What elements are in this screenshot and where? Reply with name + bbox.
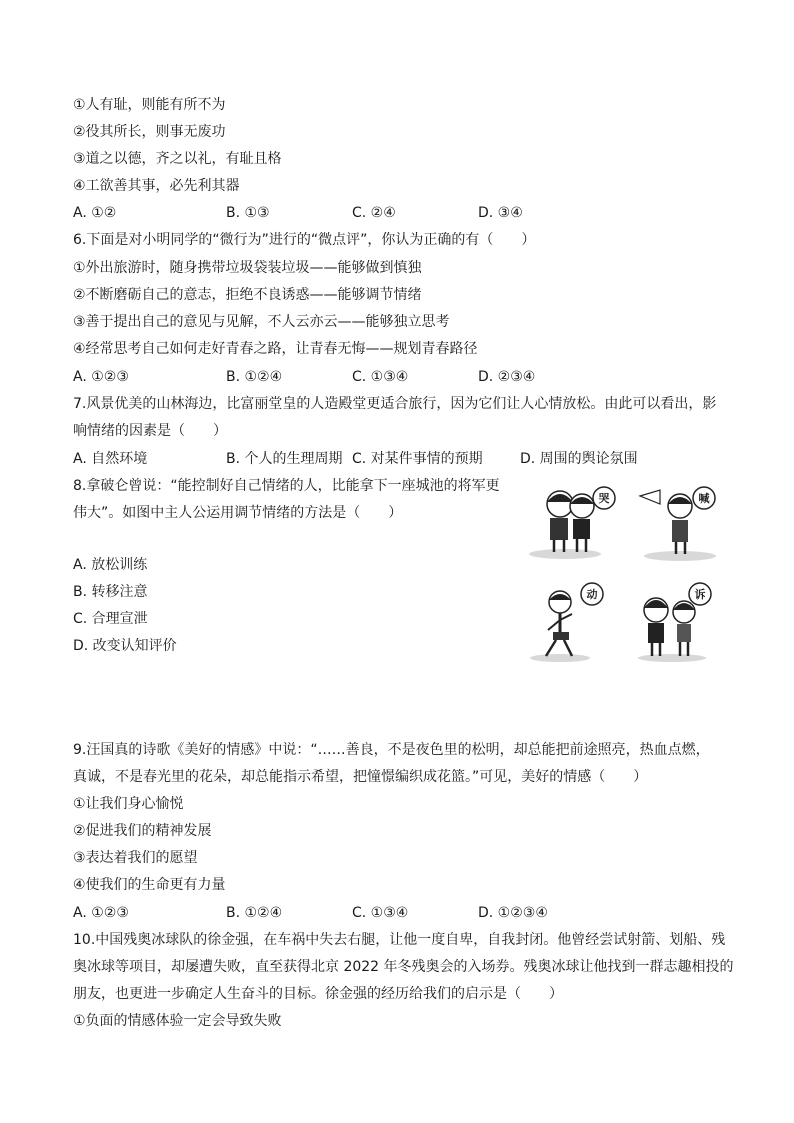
panel-crying — [529, 487, 615, 559]
q8-option-b[interactable]: B. 转移注意 — [73, 584, 148, 600]
q5-item-3: ③道之以德，齐之以礼，有耻且格 — [73, 151, 282, 167]
emotion-regulation-comic — [520, 482, 730, 666]
q7-stem-line-2: 响情绪的因素是（ ） — [73, 423, 227, 439]
q8-option-c[interactable]: C. 合理宣泄 — [73, 611, 148, 627]
q6-option-b[interactable]: B. ①②④ — [226, 369, 283, 385]
q9-item-1: ①让我们身心愉悦 — [73, 796, 184, 812]
q5-item-1: ①人有耻，则能有所不为 — [73, 97, 226, 113]
q5-option-d[interactable]: D. ③④ — [478, 205, 523, 221]
q9-options — [73, 903, 713, 923]
q10-stem-line-3: 朋友，也更进一步确定人生奋斗的目标。徐金强的经历给我们的启示是（ ） — [73, 986, 563, 1002]
q8-option-a[interactable]: A. 放松训练 — [73, 557, 148, 573]
q10-stem-line-2: 奥冰球等项目，却屡遭失败，直至获得北京 2022 年冬残奥会的入场券。残奥冰球让他找到一群志趣相投的 — [73, 959, 734, 975]
q5-option-c[interactable]: C. ②④ — [352, 205, 396, 221]
q7-option-b[interactable]: B. 个人的生理周期 — [226, 451, 343, 467]
q9-item-3: ③表达着我们的愿望 — [73, 850, 198, 866]
label-shout: 喊 — [698, 492, 710, 505]
q6-option-a[interactable]: A. ①②③ — [73, 369, 129, 385]
q7-option-a[interactable]: A. 自然环境 — [73, 451, 148, 467]
q8-stem-line-2: 伟大”。如图中主人公运用调节情绪的方法是（ ） — [73, 505, 403, 521]
q9-item-2: ②促进我们的精神发展 — [73, 823, 212, 839]
q9-item-4: ④使我们的生命更有力量 — [73, 877, 226, 893]
q5-item-2: ②役其所长，则事无废功 — [73, 124, 226, 140]
q9-option-a[interactable]: A. ①②③ — [73, 905, 129, 921]
label-move: 动 — [586, 588, 598, 601]
q6-item-1: ①外出旅游时，随身携带垃圾袋装垃圾——能够做到慎独 — [73, 260, 422, 276]
q8-stem-line-1: 8.拿破仑曾说：“能控制好自己情绪的人，比能拿下一座城池的将军更 — [73, 478, 500, 494]
q10-stem-line-1: 10.中国残奥冰球队的徐金强，在车祸中失去右腿，让他一度自卑，自我封闭。他曾经尝试射箭、划船、残 — [73, 932, 726, 948]
q5-option-a[interactable]: A. ①② — [73, 205, 117, 221]
panel-exercise — [530, 583, 603, 662]
panel-shouting — [640, 487, 716, 561]
label-confide: 诉 — [694, 588, 706, 601]
q9-option-d[interactable]: D. ①②③④ — [478, 905, 548, 921]
label-cry: 哭 — [598, 492, 610, 505]
q9-stem-line-2: 真诚，不是春光里的花朵，却总能指示希望，把憧憬编织成花篮。”可见，美好的情感（ ） — [73, 769, 648, 785]
q5-item-4: ④工欲善其事，必先利其器 — [73, 178, 240, 194]
q5-options — [73, 203, 713, 223]
q6-option-c[interactable]: C. ①③④ — [352, 369, 409, 385]
q7-option-d[interactable]: D. 周围的舆论氛围 — [520, 451, 638, 467]
q7-options — [73, 449, 713, 469]
q6-options — [73, 367, 713, 387]
q6-option-d[interactable]: D. ②③④ — [478, 369, 536, 385]
q6-stem: 6.下面是对小明同学的“微行为”进行的“微点评”，你认为正确的有（ ） — [73, 232, 536, 248]
q7-stem-line-1: 7.风景优美的山林海边，比富丽堂皇的人造殿堂更适合旅行，因为它们让人心情放松。由此可以看出，影 — [73, 396, 717, 412]
q10-item-1: ①负面的情感体验一定会导致失败 — [73, 1013, 282, 1029]
q5-option-b[interactable]: B. ①③ — [226, 205, 270, 221]
q6-item-2: ②不断磨砺自己的意志，拒绝不良诱惑——能够调节情绪 — [73, 287, 422, 303]
q6-item-4: ④经常思考自己如何走好青春之路，让青春无悔——规划青春路径 — [73, 341, 478, 357]
q8-option-d[interactable]: D. 改变认知评价 — [73, 638, 177, 654]
q7-option-c[interactable]: C. 对某件事情的预期 — [352, 451, 483, 467]
q9-stem-line-1: 9.汪国真的诗歌《美好的情感》中说：“……善良，不是夜色里的松明，却总能把前途照亮，热血点燃， — [73, 742, 710, 758]
q9-option-c[interactable]: C. ①③④ — [352, 905, 409, 921]
q6-item-3: ③善于提出自己的意见与见解，不人云亦云——能够独立思考 — [73, 314, 450, 330]
panel-confide — [638, 583, 711, 662]
q9-option-b[interactable]: B. ①②④ — [226, 905, 283, 921]
